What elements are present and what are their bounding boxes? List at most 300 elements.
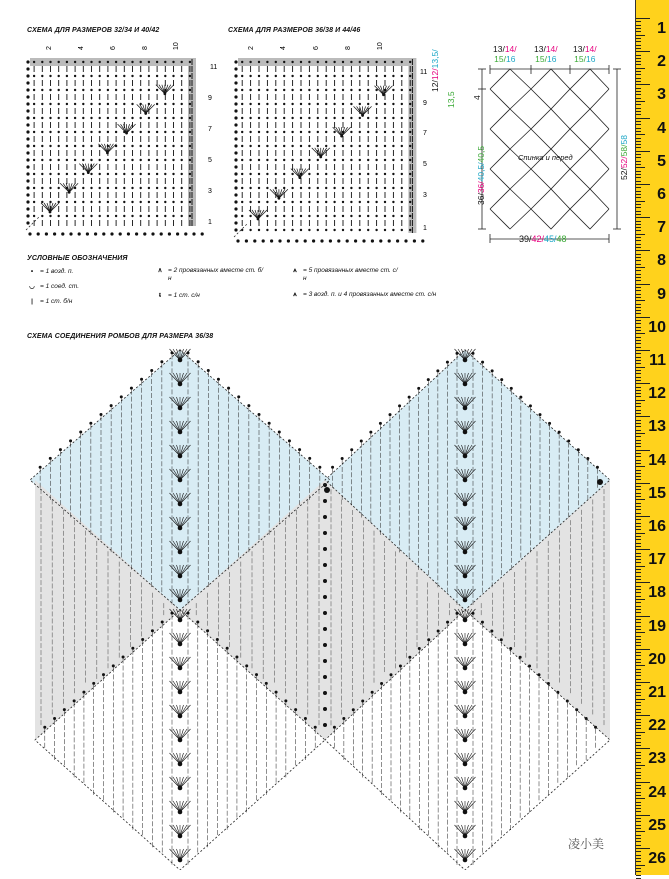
ruler-tick bbox=[636, 722, 641, 723]
ruler-tick bbox=[636, 719, 641, 720]
ruler-tick bbox=[636, 473, 641, 474]
ruler-tick bbox=[636, 645, 641, 646]
ruler-tick bbox=[636, 652, 641, 653]
joining-title: СХЕМА СОЕДИНЕНИЯ РОМБОВ ДЛЯ РАЗМЕРА 36/38 bbox=[27, 333, 213, 340]
ruler-tick bbox=[636, 377, 641, 378]
ruler-tick bbox=[636, 549, 650, 550]
ruler-tick bbox=[636, 297, 641, 298]
ruler-tick bbox=[636, 742, 641, 743]
ruler-tick bbox=[636, 174, 641, 175]
ruler-tick bbox=[636, 695, 641, 696]
ruler-tick bbox=[636, 393, 641, 394]
ruler-tick bbox=[636, 453, 641, 454]
chart1-row: 11 bbox=[210, 64, 217, 71]
chart2-tick: 6 bbox=[313, 46, 320, 50]
ruler-tick bbox=[636, 194, 641, 195]
chart2-row: 11 bbox=[420, 69, 427, 76]
sc2tog-icon: ∧ bbox=[155, 267, 165, 275]
ruler-tick bbox=[636, 483, 650, 484]
chart1-tick: 6 bbox=[110, 46, 117, 50]
ruler-tick bbox=[636, 440, 641, 441]
ruler-tick bbox=[636, 572, 641, 573]
ruler-tick bbox=[636, 758, 641, 759]
ruler-tick bbox=[636, 858, 641, 859]
ruler-tick bbox=[636, 712, 641, 713]
ruler-tick bbox=[636, 509, 641, 510]
ruler-tick bbox=[636, 151, 650, 152]
ruler-tick bbox=[636, 831, 645, 832]
ruler-tick bbox=[636, 313, 641, 314]
ruler-tick bbox=[636, 337, 641, 338]
schematic-left-upper-label: 12/12/13,5/ bbox=[430, 49, 440, 92]
ruler-tick bbox=[636, 128, 641, 129]
ruler-tick bbox=[636, 134, 645, 135]
ruler-tick bbox=[636, 519, 641, 520]
ruler-tick bbox=[636, 94, 641, 95]
ruler-tick bbox=[636, 798, 645, 799]
ruler-tick bbox=[636, 270, 641, 271]
joining-diagram bbox=[30, 345, 620, 870]
ruler-tick bbox=[636, 71, 641, 72]
ruler-tick bbox=[636, 629, 641, 630]
ruler-tick bbox=[636, 845, 641, 846]
ruler-tick bbox=[636, 300, 645, 301]
ruler-tick bbox=[636, 526, 641, 527]
ruler-tick bbox=[636, 25, 641, 26]
chart2-row: 9 bbox=[423, 100, 427, 107]
legend-item-chain: • = 1 возд. п. bbox=[27, 268, 73, 276]
ruler-tick bbox=[636, 124, 641, 125]
ruler-tick bbox=[636, 21, 641, 22]
ruler-tick bbox=[636, 240, 641, 241]
ruler-tick bbox=[636, 768, 641, 769]
ruler-tick bbox=[636, 639, 641, 640]
chart2-row: 3 bbox=[423, 192, 427, 199]
ruler-tick bbox=[636, 323, 641, 324]
ruler-tick bbox=[636, 815, 650, 816]
ruler-tick bbox=[636, 111, 641, 112]
ruler-tick bbox=[636, 782, 650, 783]
ruler-tick bbox=[636, 705, 641, 706]
ruler-tick bbox=[636, 699, 645, 700]
ruler-tick bbox=[636, 35, 645, 36]
ruler-label: 10 bbox=[648, 319, 666, 337]
ruler-tick bbox=[636, 221, 641, 222]
ruler-label: 13 bbox=[648, 418, 666, 436]
ruler-tick bbox=[636, 433, 645, 434]
ruler-tick bbox=[636, 250, 650, 251]
chart1-tick: 4 bbox=[78, 46, 85, 50]
ruler-tick bbox=[636, 855, 641, 856]
chain-icon: • bbox=[27, 268, 37, 276]
chart1-row: 9 bbox=[208, 95, 212, 102]
ruler-tick bbox=[636, 566, 645, 567]
ruler-tick bbox=[636, 818, 641, 819]
ruler-tick bbox=[636, 340, 641, 341]
ruler-tick bbox=[636, 443, 641, 444]
chart2-row: 7 bbox=[423, 130, 427, 137]
ruler-tick bbox=[636, 592, 641, 593]
ruler-tick bbox=[636, 287, 641, 288]
chart2-title: СХЕМА ДЛЯ РАЗМЕРОВ 36/38 И 44/46 bbox=[228, 27, 360, 34]
ruler-tick bbox=[636, 207, 641, 208]
ruler-tick bbox=[636, 795, 641, 796]
ruler-tick bbox=[636, 486, 641, 487]
ruler-tick bbox=[636, 479, 641, 480]
ruler-tick bbox=[636, 274, 641, 275]
ruler-tick bbox=[636, 84, 650, 85]
ruler-tick bbox=[636, 529, 641, 530]
ruler-tick bbox=[636, 679, 641, 680]
ruler-tick bbox=[636, 802, 641, 803]
ruler-tick bbox=[636, 619, 641, 620]
ruler-tick bbox=[636, 230, 641, 231]
ruler-tick bbox=[636, 88, 641, 89]
ruler-tick bbox=[636, 48, 641, 49]
ruler-tick bbox=[636, 516, 650, 517]
ruler-tick bbox=[636, 244, 641, 245]
ruler-tick bbox=[636, 841, 641, 842]
ruler-label: 19 bbox=[648, 618, 666, 636]
ruler-tick bbox=[636, 227, 641, 228]
chart2-row: 5 bbox=[423, 161, 427, 168]
ruler-tick bbox=[636, 98, 641, 99]
ruler-tick bbox=[636, 121, 641, 122]
ruler-tick bbox=[636, 290, 641, 291]
ruler-tick bbox=[636, 58, 641, 59]
ruler-tick bbox=[636, 353, 641, 354]
ruler-label: 18 bbox=[648, 584, 666, 602]
ruler-tick bbox=[636, 347, 641, 348]
ruler-tick bbox=[636, 114, 641, 115]
chart1-tick: 10 bbox=[173, 42, 180, 50]
chart2-diagram bbox=[228, 36, 438, 246]
ruler-tick bbox=[636, 403, 641, 404]
ruler-tick bbox=[636, 825, 641, 826]
ruler-tick bbox=[636, 599, 645, 600]
ruler-tick bbox=[636, 104, 641, 105]
ruler-tick bbox=[636, 865, 645, 866]
ruler-tick bbox=[636, 55, 641, 56]
ruler-tick bbox=[636, 460, 641, 461]
ruler-tick bbox=[636, 51, 650, 52]
ruler-tick bbox=[636, 284, 650, 285]
ruler-tick bbox=[636, 868, 641, 869]
ruler-label: 22 bbox=[648, 717, 666, 735]
ruler-tick bbox=[636, 659, 641, 660]
ruler-tick bbox=[636, 762, 641, 763]
ruler-tick bbox=[636, 466, 645, 467]
ruler-label: 12 bbox=[648, 385, 666, 403]
ruler-tick bbox=[636, 101, 645, 102]
chart1-diagram bbox=[20, 36, 225, 236]
ruler-tick bbox=[636, 370, 641, 371]
ruler-tick bbox=[636, 167, 645, 168]
ruler-tick bbox=[636, 144, 641, 145]
chart1-row: 5 bbox=[208, 157, 212, 164]
ruler-label: 25 bbox=[648, 817, 666, 835]
slip-stitch-icon: ◡ bbox=[27, 283, 37, 291]
ruler-tick bbox=[636, 184, 650, 185]
ruler-tick bbox=[636, 765, 645, 766]
ruler-tick bbox=[636, 503, 641, 504]
ruler-label: 11 bbox=[649, 352, 666, 370]
ruler-tick bbox=[636, 68, 645, 69]
ruler-tick bbox=[636, 745, 641, 746]
ruler-tick bbox=[636, 177, 641, 178]
ruler-tick bbox=[636, 413, 641, 414]
chart2-row: 1 bbox=[423, 225, 427, 232]
ruler-tick bbox=[636, 81, 641, 82]
ruler-tick bbox=[636, 732, 645, 733]
ruler-tick bbox=[636, 320, 641, 321]
dc5tog-icon: ⩚ bbox=[290, 267, 300, 275]
ruler-tick bbox=[636, 406, 641, 407]
ruler-tick bbox=[636, 363, 641, 364]
ruler-tick bbox=[636, 350, 650, 351]
ruler-tick bbox=[636, 18, 650, 19]
ruler-tick bbox=[636, 725, 641, 726]
ruler-tick bbox=[636, 383, 650, 384]
ruler-tick bbox=[636, 187, 641, 188]
ruler-label: 8 bbox=[657, 252, 666, 270]
ruler-tick bbox=[636, 214, 641, 215]
ruler-label: 17 bbox=[648, 551, 666, 569]
ruler-tick bbox=[636, 709, 641, 710]
ruler-tick bbox=[636, 609, 641, 610]
ruler-tick bbox=[636, 164, 641, 165]
ruler-tick bbox=[636, 675, 641, 676]
ruler-tick bbox=[636, 267, 645, 268]
ruler-tick bbox=[636, 672, 641, 673]
ruler-tick bbox=[636, 456, 641, 457]
chart1-row: 1 bbox=[208, 219, 212, 226]
ruler-tick bbox=[636, 569, 641, 570]
ruler-tick bbox=[636, 224, 641, 225]
ruler-tick bbox=[636, 626, 641, 627]
ruler-tick bbox=[636, 476, 641, 477]
ruler-tick bbox=[636, 396, 641, 397]
ruler-tick bbox=[636, 546, 641, 547]
ruler-tick bbox=[636, 669, 641, 670]
ruler-tick bbox=[636, 536, 641, 537]
ruler-tick bbox=[636, 64, 641, 65]
ruler-tick bbox=[636, 217, 650, 218]
ruler-tick bbox=[636, 596, 641, 597]
ruler-tick bbox=[636, 280, 641, 281]
ruler-tick bbox=[636, 662, 641, 663]
ruler-tick bbox=[636, 118, 650, 119]
ruler-label: 14 bbox=[648, 452, 666, 470]
watermark: 凌小美 bbox=[568, 835, 604, 852]
ruler-tick bbox=[636, 367, 645, 368]
ruler-label: 1 bbox=[657, 20, 666, 38]
ruler-tick bbox=[636, 496, 641, 497]
ruler-tick bbox=[636, 197, 641, 198]
chart1-tick: 8 bbox=[142, 46, 149, 50]
schematic-center-label: Спинка и перед bbox=[518, 153, 573, 162]
ruler-tick bbox=[636, 390, 641, 391]
ruler-tick bbox=[636, 260, 641, 261]
legend-item-dc: ŧ = 1 ст. с/н bbox=[155, 292, 200, 300]
chart1-row: 3 bbox=[208, 188, 212, 195]
ruler-tick bbox=[636, 78, 641, 79]
ruler-tick bbox=[636, 755, 641, 756]
ruler-tick bbox=[636, 811, 641, 812]
ruler-tick bbox=[636, 735, 641, 736]
legend-item-sc2tog: ∧ = 2 провязанных вместе ст. б/н bbox=[155, 267, 265, 283]
ruler-tick bbox=[636, 616, 650, 617]
ruler-tick bbox=[636, 410, 641, 411]
ruler-tick bbox=[636, 41, 641, 42]
ruler-tick bbox=[636, 141, 641, 142]
ruler-tick bbox=[636, 463, 641, 464]
ruler-tick bbox=[636, 74, 641, 75]
ruler-tick bbox=[636, 665, 645, 666]
ruler-tick bbox=[636, 702, 641, 703]
ruler-tick bbox=[636, 523, 641, 524]
ruler-tick bbox=[636, 201, 645, 202]
legend-item-slip: ◡ = 1 соед. ст. bbox=[27, 283, 79, 291]
ruler-tick bbox=[636, 38, 641, 39]
ruler-tick bbox=[636, 785, 641, 786]
schematic-bottom-label: 39/42/45/48 bbox=[519, 234, 567, 244]
ruler-tick bbox=[636, 310, 641, 311]
ruler-label: 24 bbox=[648, 784, 666, 802]
ruler-tick bbox=[636, 387, 641, 388]
ruler-tick bbox=[636, 821, 641, 822]
ruler-label: 2 bbox=[657, 53, 666, 71]
ruler-tick bbox=[636, 649, 650, 650]
ruler-tick bbox=[636, 835, 641, 836]
ruler-label: 15 bbox=[648, 485, 666, 503]
ruler-tick bbox=[636, 327, 641, 328]
ruler-tick bbox=[636, 533, 645, 534]
ruler-tick bbox=[636, 808, 641, 809]
schematic-left-lower-label: 36/36/40,5/40,5 bbox=[476, 146, 486, 205]
ruler-tick bbox=[636, 689, 641, 690]
ruler-tick bbox=[636, 642, 641, 643]
ruler-tick bbox=[636, 871, 641, 872]
ruler-tick bbox=[636, 543, 641, 544]
ruler-tick bbox=[636, 373, 641, 374]
ruler-tick bbox=[636, 778, 641, 779]
ruler-tick bbox=[636, 304, 641, 305]
ruler-tick bbox=[636, 264, 641, 265]
ruler-tick bbox=[636, 848, 650, 849]
ruler-tick bbox=[636, 277, 641, 278]
ruler-tick bbox=[636, 692, 641, 693]
ruler-tick bbox=[636, 307, 641, 308]
ruler-tick bbox=[636, 772, 641, 773]
ruler-tick bbox=[636, 423, 641, 424]
ruler-tick bbox=[636, 748, 650, 749]
ruler-tick bbox=[636, 400, 645, 401]
ruler-label: 3 bbox=[657, 86, 666, 104]
ruler-tick bbox=[636, 204, 641, 205]
ruler-tick bbox=[636, 147, 641, 148]
ruler-tick bbox=[636, 343, 641, 344]
ruler-tick bbox=[636, 254, 641, 255]
ruler-label: 23 bbox=[648, 750, 666, 768]
ruler-tick bbox=[636, 805, 641, 806]
ruler-tick bbox=[636, 154, 641, 155]
ruler-tick bbox=[636, 655, 641, 656]
ruler-tick bbox=[636, 28, 641, 29]
ruler-tick bbox=[636, 499, 645, 500]
ruler-tick bbox=[636, 562, 641, 563]
legend-item-ch3-dc4tog: ⩚ = 3 возд. п. и 4 провязанных вместе ст. с/н bbox=[290, 291, 440, 299]
ruler-tick bbox=[636, 108, 641, 109]
ch3-dc4tog-icon: ⩚ bbox=[290, 291, 300, 299]
ruler-tick bbox=[636, 602, 641, 603]
ruler-tick bbox=[636, 426, 641, 427]
ruler-tick bbox=[636, 191, 641, 192]
ruler-tick bbox=[636, 685, 641, 686]
ruler-tick bbox=[636, 45, 641, 46]
ruler-tick bbox=[636, 539, 641, 540]
ruler-tick bbox=[636, 161, 641, 162]
schematic-top-label: 13/14/ 15/16 bbox=[493, 44, 517, 64]
ruler-tick bbox=[636, 828, 641, 829]
chart2-tick: 4 bbox=[280, 46, 287, 50]
ruler-tick bbox=[636, 470, 641, 471]
ruler-label: 20 bbox=[648, 651, 666, 669]
ruler-tick bbox=[636, 416, 650, 417]
ruler-tick bbox=[636, 257, 641, 258]
ruler-tick bbox=[636, 420, 641, 421]
ruler-tick bbox=[636, 31, 641, 32]
chart2-tick: 10 bbox=[377, 42, 384, 50]
ruler-tick bbox=[636, 622, 641, 623]
schematic-left-extra-label: 4 bbox=[472, 95, 482, 100]
ruler-tick bbox=[636, 728, 641, 729]
ruler-tick bbox=[636, 851, 641, 852]
schematic-top-label: 13/14/ 15/16 bbox=[534, 44, 558, 64]
ruler-tick bbox=[636, 91, 641, 92]
ruler-tick bbox=[636, 682, 650, 683]
ruler-tick bbox=[636, 775, 641, 776]
ruler-tick bbox=[636, 171, 641, 172]
chart1-row: 7 bbox=[208, 126, 212, 133]
ruler-label: 16 bbox=[648, 518, 666, 536]
ruler-tick bbox=[636, 738, 641, 739]
ruler-tick bbox=[636, 553, 641, 554]
ruler-label: 26 bbox=[648, 850, 666, 868]
ruler-label: 6 bbox=[657, 186, 666, 204]
legend-item-dc5tog: ⩚ = 5 провязанных вместе ст. с/н bbox=[290, 267, 400, 283]
chart1-title: СХЕМА ДЛЯ РАЗМЕРОВ 32/34 И 40/42 bbox=[27, 27, 159, 34]
ruler-tick bbox=[636, 234, 645, 235]
ruler-tick bbox=[636, 450, 650, 451]
schematic-left-upper-label-2: 13,5 bbox=[446, 91, 456, 108]
ruler-tick bbox=[636, 61, 641, 62]
ruler-tick bbox=[636, 157, 641, 158]
schematic-right-label: 52/52/58/58 bbox=[619, 135, 629, 180]
ruler-tick bbox=[636, 861, 641, 862]
ruler-tick bbox=[636, 380, 641, 381]
ruler-tick bbox=[636, 237, 641, 238]
double-crochet-icon: ŧ bbox=[155, 292, 165, 300]
ruler-tick bbox=[636, 792, 641, 793]
ruler-tick bbox=[636, 333, 645, 334]
chart2-tick: 2 bbox=[248, 46, 255, 50]
ruler-tick bbox=[636, 357, 641, 358]
ruler-tick bbox=[636, 632, 645, 633]
ruler-tick bbox=[636, 606, 641, 607]
ruler-tick bbox=[636, 788, 641, 789]
ruler-tick bbox=[636, 513, 641, 514]
